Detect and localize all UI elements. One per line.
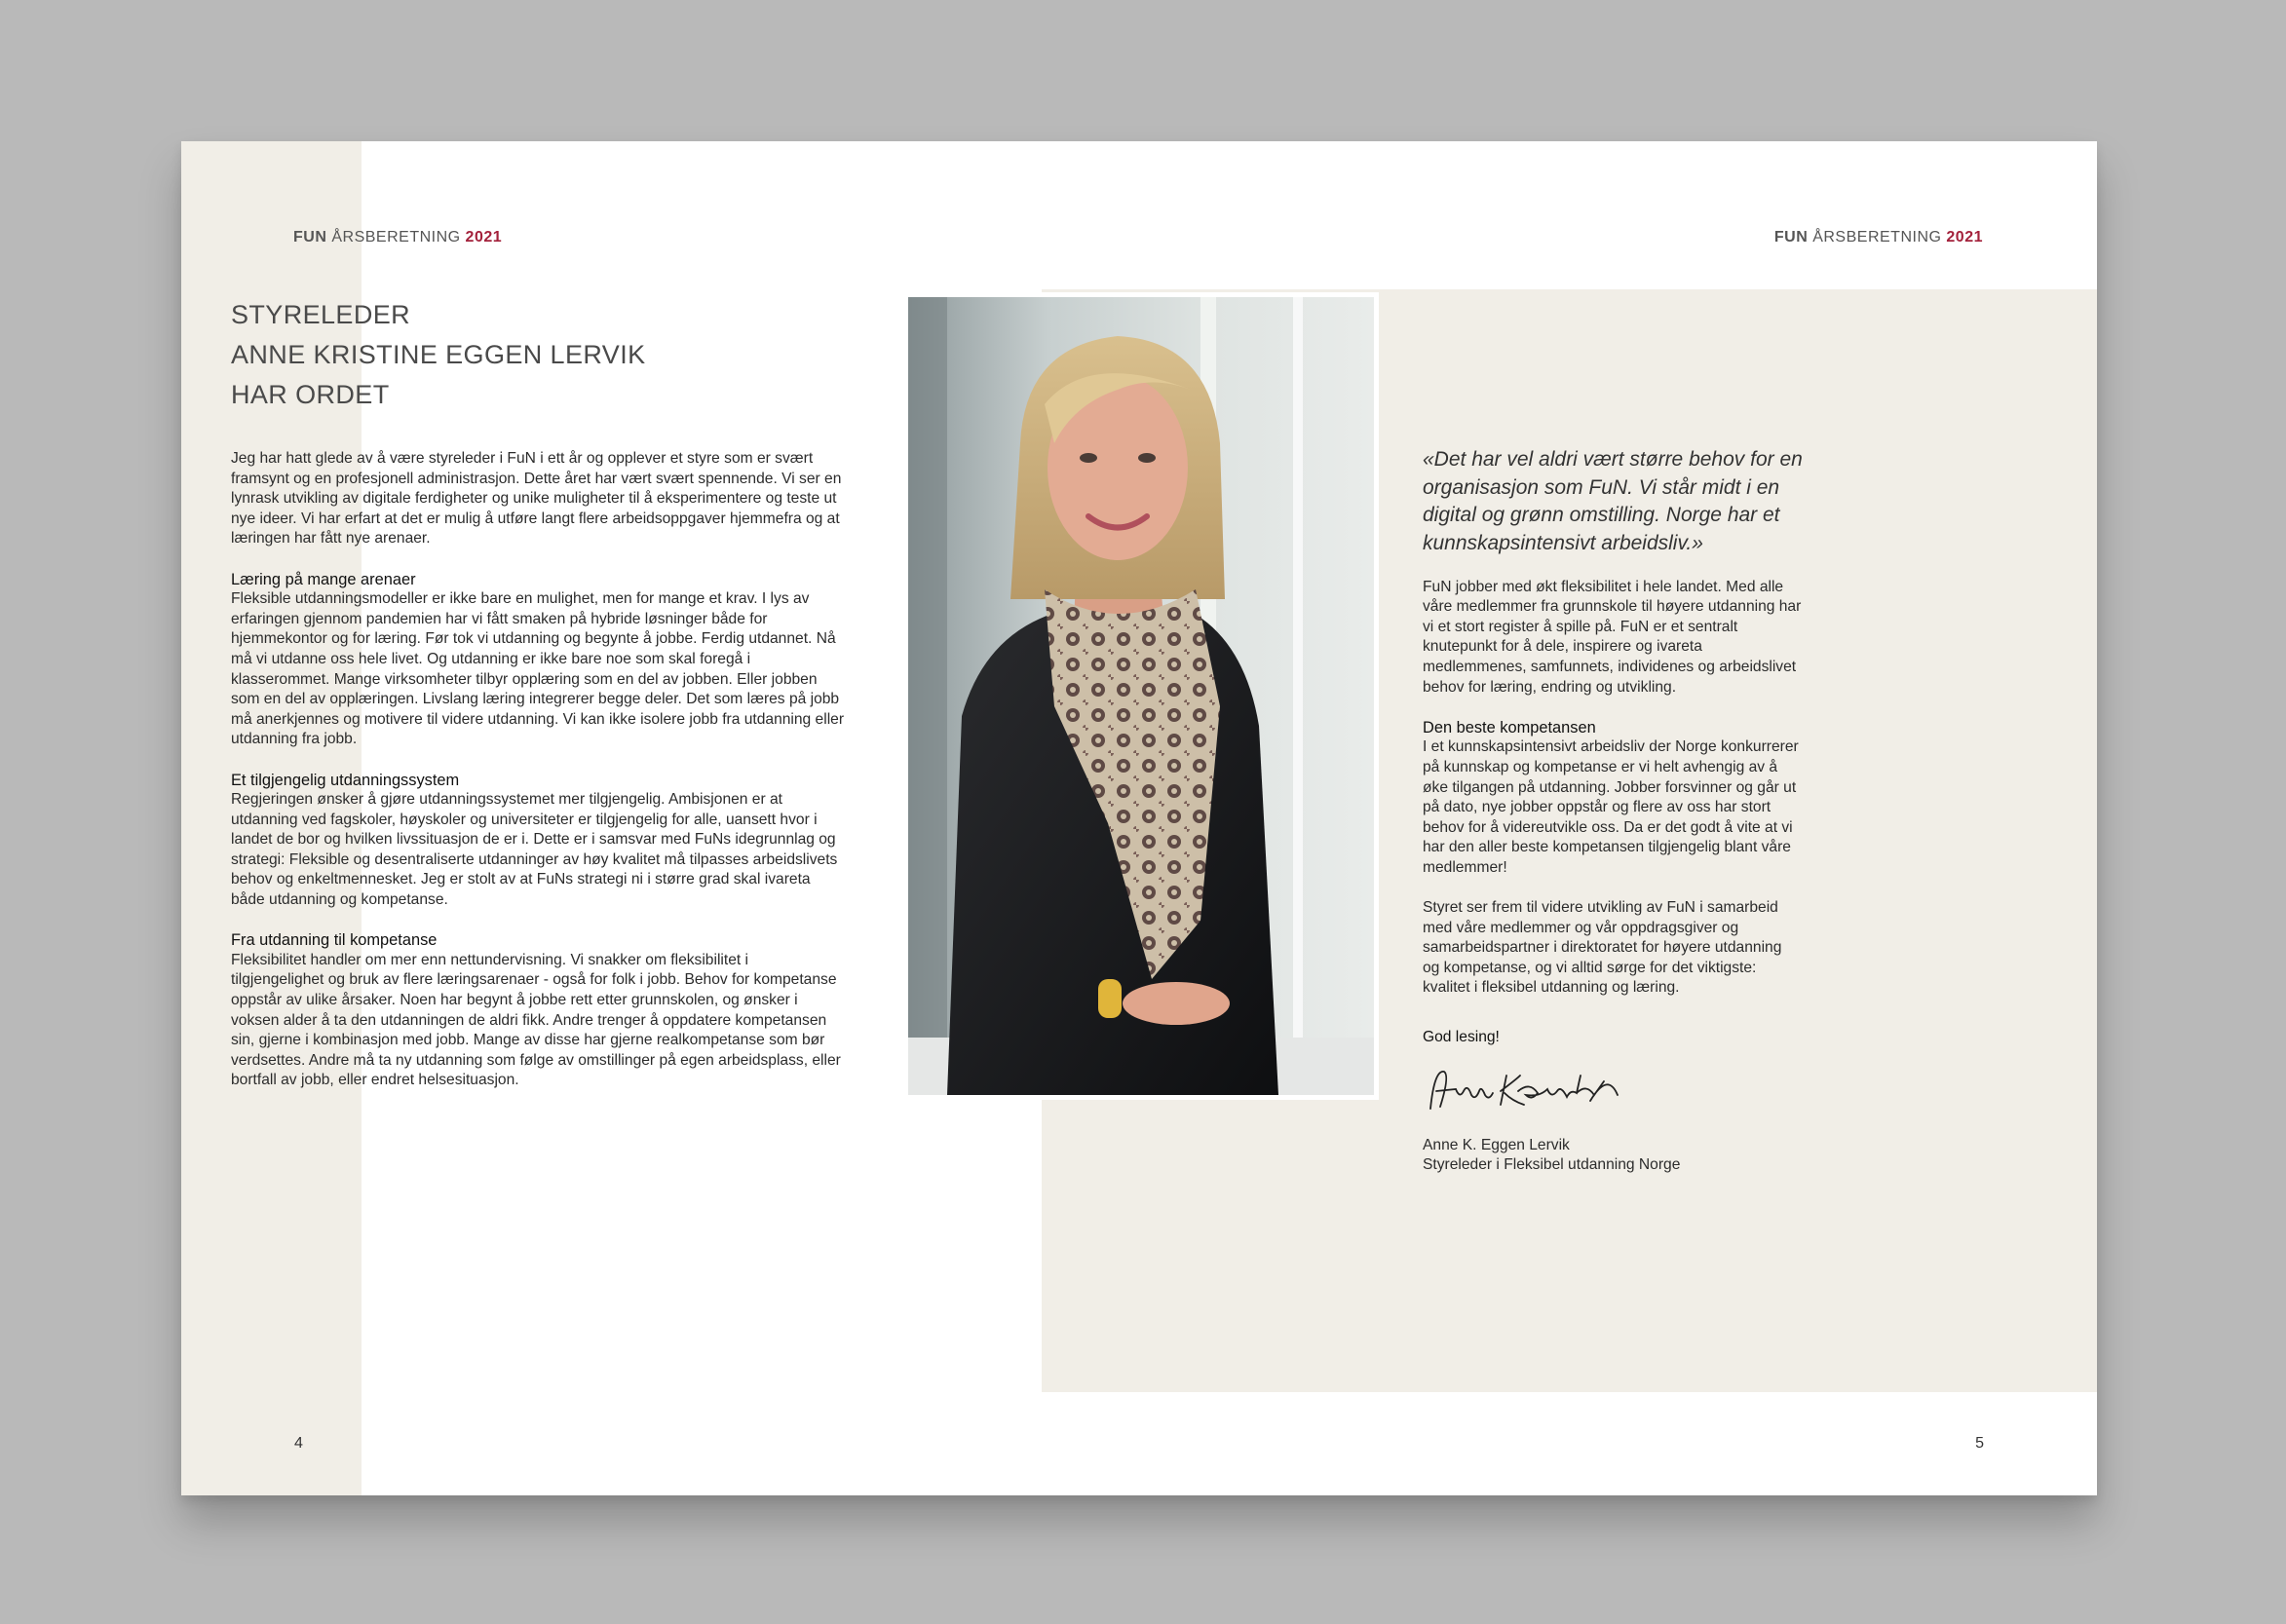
page-title xyxy=(231,295,864,415)
right-body-column xyxy=(1423,446,1803,1176)
section-heading: Fra utdanning til kompetanse xyxy=(231,931,438,950)
portrait-image xyxy=(908,297,1374,1095)
header-label: ÅRSBERETNING xyxy=(1812,229,1942,245)
pull-quote: «Det har vel aldri vært større behov for en organisasjon som FuN. Vi står midt i en digital og grønn omstilling. Norge har et kunnskapsintensivt arbeidsliv.» xyxy=(1423,448,1803,554)
section-heading: Et tilgjengelig utdanningssystem xyxy=(231,771,460,789)
section-text: I et kunnskapsintensivt arbeidsliv der Norge konkurrerer på kunnskap og kompetanse er vi helt avhengig av å øke tilgangen på utdanning. Jobber forsvinner og går ut på dato, nye jobber oppstår og flere av oss har stort behov for å videreutvikle oss. Da er det godt å vite at vi har den aller beste kompetansen tilgjengelig blant våre medlemmer! xyxy=(1423,738,1799,876)
paragraph: FuN jobber med økt fleksibilitet i hele landet. Med alle våre medlemmer fra grunnskole til høyere utdanning har vi et stort register å spille på. FuN er et sentralt knutepunkt for å dele, inspirere og ivareta medlemmenes, samfunnets, individenes og arbeidslivet behov for læring, endring og utvikling. xyxy=(1423,578,1802,696)
page-number-left: 4 xyxy=(294,1435,303,1452)
header-brand: FUN xyxy=(293,229,327,245)
header-label: ÅRSBERETNING xyxy=(331,229,461,245)
header-year: 2021 xyxy=(1946,229,1983,245)
section-heading: Læring på mange arenaer xyxy=(231,570,416,588)
left-body-column xyxy=(231,449,845,1112)
section-text: Fleksible utdanningsmodeller er ikke bare en mulighet, men for mange et krav. I lys av erfaringen gjennom pandemien har vi fått smaken på hybride løsninger både for hjemmekontor og for læring. Før tok vi utdanning og begynte å jobbe. Ferdig utdannet. Nå må vi utdanne oss hele livet. Og utdanning er ikke bare noe som skal foregå i klasserommet. Mange virksomheter tilbyr opplæring som en del av jobben. Eller jobben som en del av opplæringen. Livslang læring integrerer begge deler. Det som læres på jobb må anerkjennes og motivere til videre utdanning. Vi kan ikke isolere jobb fra utdanning eller utdanning fra jobb. xyxy=(231,590,845,748)
intro-paragraph: Jeg har hatt glede av å være styreleder i FuN i ett år og opplever et styre som er svært framsynt og en profesjonell administrasjon. Dette året har vært svært spennende. Vi ser en lynrask utvikling av digitale ferdigheter og unike muligheter til å eksperimentere og teste ut nye ideer. Vi har erfart at det er mulig å utføre langt flere arbeidsoppgaver hjemmefra og at læringen har fått nye arenaer. xyxy=(231,450,842,548)
signer-role: Styreleder i Fleksibel utdanning Norge xyxy=(1423,1156,1681,1174)
section-text: Fleksibilitet handler om mer enn nettundervisning. Vi snakker om fleksibilitet i tilgjengelighet og bruk av flere læringsarenaer - også for folk i jobb. Behov for kompetanse oppstår av ulike årsaker. Noen har begynt å jobbe rett etter grunnskolen, og ønsker i voksen alder å ta den utdanningen de aldri fikk. Andre trenger å oppdatere kompetansen sin, gjerne i kombinasjon med jobb. Mange av disse har gjerne realkompetanse som bør verdsettes. Andre må ta ny utdanning som følge av omstillinger på egen arbeidsplass, eller bortfall av jobb, eller endret helsesituasjon. xyxy=(231,951,841,1089)
title-line: ANNE KRISTINE EGGEN LERVIK xyxy=(231,340,646,369)
paragraph: Styret ser frem til videre utvikling av FuN i samarbeid med våre medlemmer og vår oppdragsgiver og samarbeidspartner i direktoratet for høyere utdanning og kompetanse, og vi alltid sørge for det viktigste: kvalitet i fleksibel utdanning og læring. xyxy=(1423,899,1782,997)
portrait-photo xyxy=(903,292,1379,1100)
title-line: HAR ORDET xyxy=(231,380,390,409)
header-right xyxy=(1774,229,1983,246)
header-brand: FUN xyxy=(1773,229,1809,245)
header-year: 2021 xyxy=(465,229,503,245)
closing-line: God lesing! xyxy=(1423,1029,1500,1046)
signer-name: Anne K. Eggen Lervik xyxy=(1423,1136,1570,1153)
section-text: Regjeringen ønsker å gjøre utdanningssystemet mer tilgjengelig. Ambisjonen er at utdanning ved fagskoler, høyskoler og universiteter er tilgjengelig for alle, uansett hvor i landet de bor og hvilken livssituasjon de er i. Dette er i samsvar med FuNs idegrunnlag og strategi: Fleksible og desentraliserte utdanninger av høy kvalitet må tilpasses arbeidslivets behov og enkeltmennesket. Jeg er stolt av at FuNs strategi ni i større grad skal ivareta både utdanning og kompetanse. xyxy=(231,791,838,909)
handwritten-signature xyxy=(1423,1062,1627,1118)
section-heading: Den beste kompetansen xyxy=(1423,718,1596,736)
title-line: STYRELEDER xyxy=(231,300,411,329)
header-left xyxy=(293,229,502,246)
page-number-right: 5 xyxy=(1975,1435,1984,1452)
